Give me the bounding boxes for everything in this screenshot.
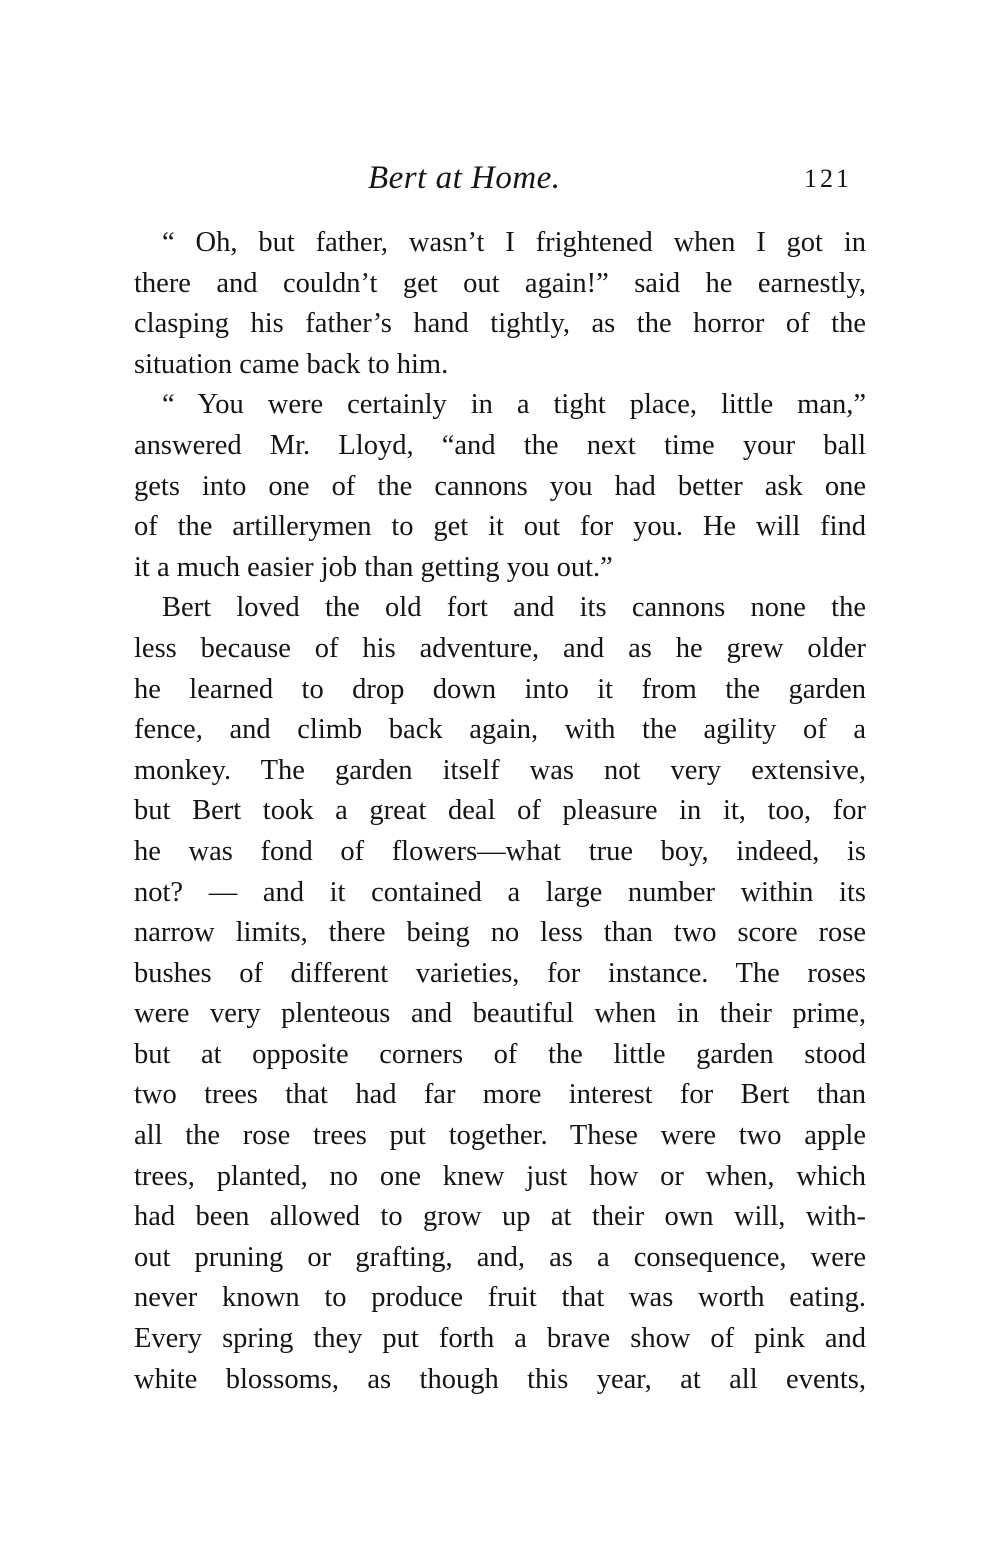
text-line: he was fond of flowers—what true boy, indeed, is: [134, 835, 866, 867]
text-line: but at opposite corners of the little garden stood: [134, 1038, 866, 1070]
text-line: were very plenteous and beautiful when in their prime,: [134, 998, 866, 1030]
text-line: had been allowed to grow up at their own will, with-: [134, 1201, 866, 1233]
text-line: two trees that had far more interest for Bert than: [134, 1079, 866, 1111]
text-line: situation came back to him.: [134, 348, 449, 380]
text-line: trees, planted, no one knew just how or when, which: [134, 1160, 866, 1192]
text-line: not? — and it contained a large number within its: [134, 876, 866, 908]
text-line: bushes of different varieties, for instance. The roses: [134, 957, 866, 989]
text-line: of the artillerymen to get it out for you. He will find: [134, 511, 866, 543]
text-line: never known to produce fruit that was worth eating.: [134, 1282, 866, 1314]
text-line: “ You were certainly in a tight place, little man,”: [162, 389, 866, 421]
text-line: there and couldn’t get out again!” said he earnestly,: [134, 267, 866, 299]
text-line: “ Oh, but father, wasn’t I frightened when I got in: [162, 227, 866, 258]
text-line: it a much easier job than getting you out.”: [134, 551, 613, 583]
text-line: fence, and climb back again, with the agility of a: [134, 714, 866, 746]
running-title: Bert at Home.: [368, 160, 561, 196]
text-line: out pruning or grafting, and, as a consequence, were: [134, 1241, 866, 1273]
text-line: all the rose trees put together. These were two apple: [134, 1120, 866, 1152]
body-text: [134, 223, 866, 1400]
text-line: answered Mr. Lloyd, “and the next time your ball: [134, 429, 866, 461]
page-number: 121: [804, 164, 852, 193]
text-line: he learned to drop down into it from the garden: [134, 673, 866, 705]
text-line: monkey. The garden itself was not very extensive,: [134, 754, 866, 786]
text-line: gets into one of the cannons you had better ask one: [134, 470, 866, 502]
text-line: white blossoms, as though this year, at all events,: [134, 1363, 866, 1395]
running-header: [134, 160, 866, 204]
text-line: narrow limits, there being no less than two score rose: [134, 917, 866, 949]
text-line: less because of his adventure, and as he grew older: [134, 632, 866, 664]
text-line: clasping his father’s hand tightly, as the horror of the: [134, 308, 866, 340]
text-line: but Bert took a great deal of pleasure in it, too, for: [134, 795, 866, 827]
text-line: Bert loved the old fort and its cannons none the: [162, 592, 866, 624]
text-line: Every spring they put forth a brave show of pink and: [134, 1323, 866, 1355]
